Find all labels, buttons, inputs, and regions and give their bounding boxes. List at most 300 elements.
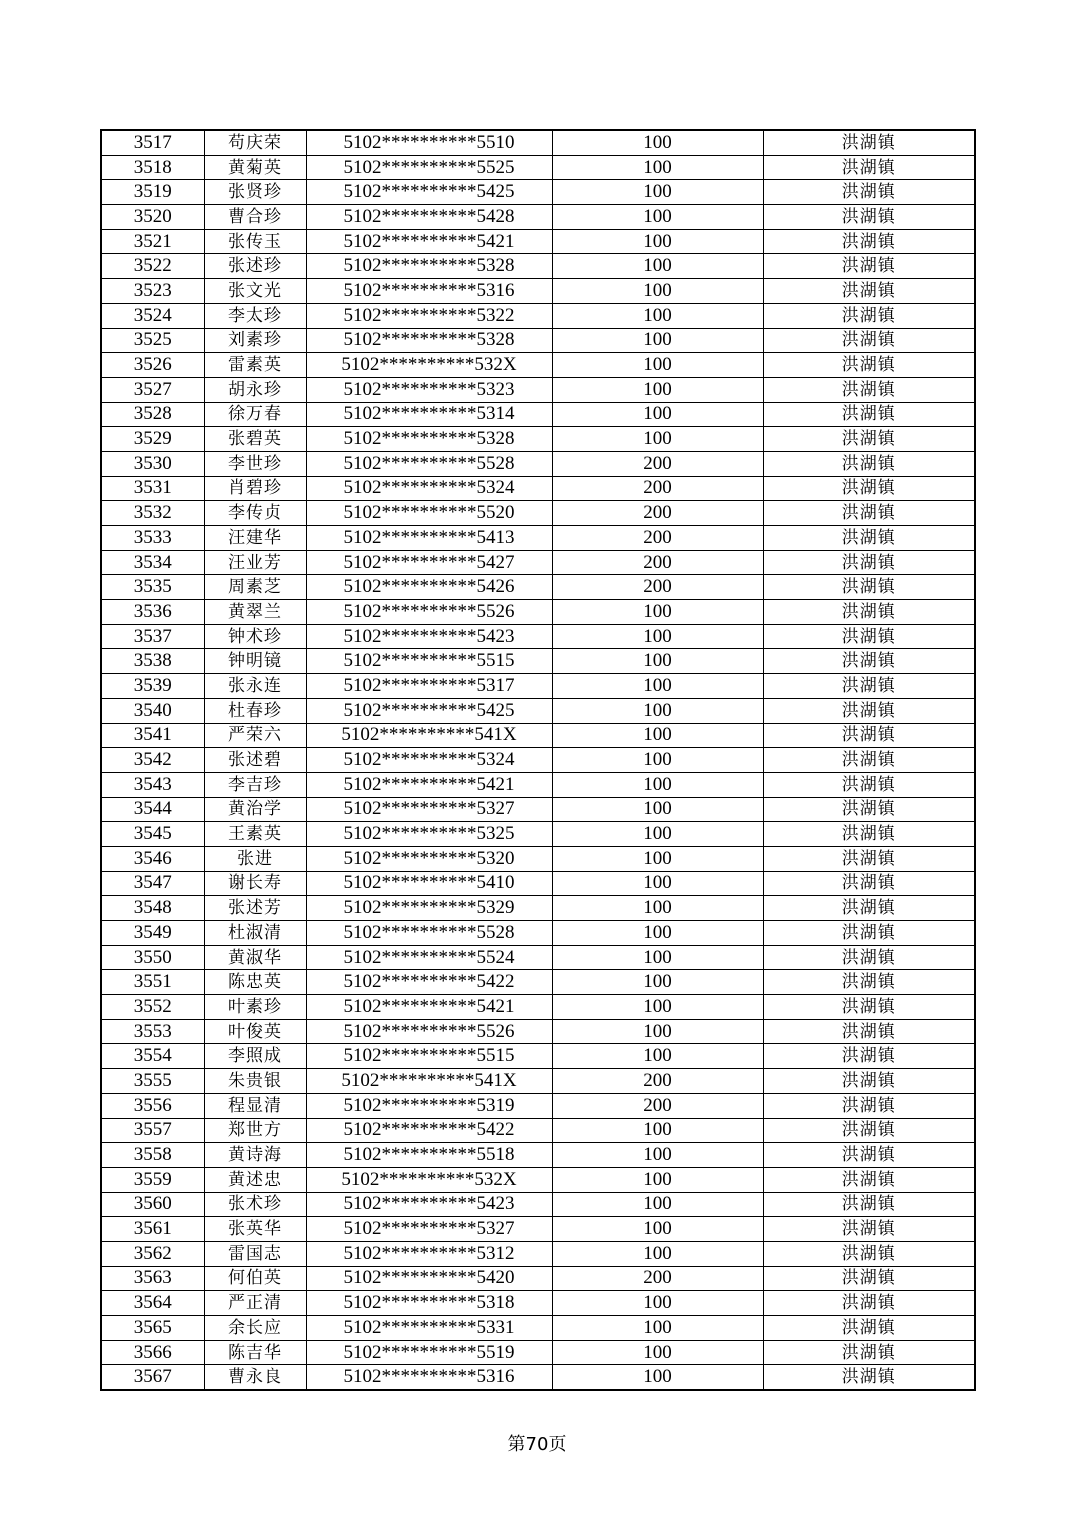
serial-number-cell: 3535 — [101, 575, 204, 600]
table-row — [101, 1143, 975, 1168]
serial-number-cell: 3551 — [101, 970, 204, 995]
table-row — [101, 155, 975, 180]
id-number-cell: 5102**********5526 — [306, 1019, 552, 1044]
town-cell: 洪湖镇 — [763, 1044, 975, 1069]
town-cell: 洪湖镇 — [763, 180, 975, 205]
id-number-cell: 5102**********5422 — [306, 970, 552, 995]
table-row — [101, 871, 975, 896]
id-number-cell: 5102**********5515 — [306, 1044, 552, 1069]
serial-number-cell: 3523 — [101, 279, 204, 304]
table-row — [101, 1118, 975, 1143]
name-cell: 李传贞 — [204, 501, 306, 526]
table-row — [101, 945, 975, 970]
town-cell: 洪湖镇 — [763, 1217, 975, 1242]
amount-cell: 100 — [552, 229, 763, 254]
amount-cell: 100 — [552, 1340, 763, 1365]
id-number-cell: 5102**********541X — [306, 1069, 552, 1094]
name-cell: 张术珍 — [204, 1192, 306, 1217]
town-cell: 洪湖镇 — [763, 846, 975, 871]
id-number-cell: 5102**********5519 — [306, 1340, 552, 1365]
table-row — [101, 921, 975, 946]
table-row — [101, 1365, 975, 1390]
table-row — [101, 476, 975, 501]
town-cell: 洪湖镇 — [763, 1365, 975, 1390]
id-number-cell: 5102**********5520 — [306, 501, 552, 526]
id-number-cell: 5102**********541X — [306, 723, 552, 748]
amount-cell: 200 — [552, 451, 763, 476]
id-number-cell: 5102**********5423 — [306, 1192, 552, 1217]
id-number-cell: 5102**********5518 — [306, 1143, 552, 1168]
table-row — [101, 427, 975, 452]
id-number-cell: 5102**********5528 — [306, 451, 552, 476]
town-cell: 洪湖镇 — [763, 1291, 975, 1316]
table-row — [101, 674, 975, 699]
table-row — [101, 1316, 975, 1341]
town-cell: 洪湖镇 — [763, 649, 975, 674]
amount-cell: 100 — [552, 205, 763, 230]
id-number-cell: 5102**********532X — [306, 1167, 552, 1192]
town-cell: 洪湖镇 — [763, 797, 975, 822]
table-row — [101, 451, 975, 476]
serial-number-cell: 3556 — [101, 1093, 204, 1118]
amount-cell: 100 — [552, 1019, 763, 1044]
name-cell: 李照成 — [204, 1044, 306, 1069]
serial-number-cell: 3541 — [101, 723, 204, 748]
serial-number-cell: 3540 — [101, 698, 204, 723]
table-row — [101, 1291, 975, 1316]
serial-number-cell: 3518 — [101, 155, 204, 180]
name-cell: 张述珍 — [204, 254, 306, 279]
table-row — [101, 1192, 975, 1217]
record-table-body — [101, 130, 975, 1390]
table-row — [101, 797, 975, 822]
table-row — [101, 328, 975, 353]
id-number-cell: 5102**********5318 — [306, 1291, 552, 1316]
name-cell: 郑世方 — [204, 1118, 306, 1143]
id-number-cell: 5102**********5426 — [306, 575, 552, 600]
serial-number-cell: 3531 — [101, 476, 204, 501]
serial-number-cell: 3561 — [101, 1217, 204, 1242]
town-cell: 洪湖镇 — [763, 1316, 975, 1341]
town-cell: 洪湖镇 — [763, 303, 975, 328]
table-row — [101, 353, 975, 378]
amount-cell: 100 — [552, 1192, 763, 1217]
id-number-cell: 5102**********5422 — [306, 1118, 552, 1143]
amount-cell: 100 — [552, 155, 763, 180]
id-number-cell: 5102**********5328 — [306, 427, 552, 452]
serial-number-cell: 3522 — [101, 254, 204, 279]
serial-number-cell: 3566 — [101, 1340, 204, 1365]
table-row — [101, 822, 975, 847]
amount-cell: 100 — [552, 822, 763, 847]
id-number-cell: 5102**********5323 — [306, 377, 552, 402]
name-cell: 胡永珍 — [204, 377, 306, 402]
amount-cell: 100 — [552, 846, 763, 871]
name-cell: 雷国志 — [204, 1241, 306, 1266]
town-cell: 洪湖镇 — [763, 205, 975, 230]
name-cell: 叶俊英 — [204, 1019, 306, 1044]
serial-number-cell: 3527 — [101, 377, 204, 402]
name-cell: 余长应 — [204, 1316, 306, 1341]
town-cell: 洪湖镇 — [763, 1241, 975, 1266]
town-cell: 洪湖镇 — [763, 130, 975, 155]
serial-number-cell: 3525 — [101, 328, 204, 353]
amount-cell: 100 — [552, 698, 763, 723]
name-cell: 张传玉 — [204, 229, 306, 254]
town-cell: 洪湖镇 — [763, 600, 975, 625]
town-cell: 洪湖镇 — [763, 1167, 975, 1192]
town-cell: 洪湖镇 — [763, 1192, 975, 1217]
town-cell: 洪湖镇 — [763, 427, 975, 452]
name-cell: 严正清 — [204, 1291, 306, 1316]
town-cell: 洪湖镇 — [763, 1069, 975, 1094]
name-cell: 何伯英 — [204, 1266, 306, 1291]
id-number-cell: 5102**********5421 — [306, 772, 552, 797]
amount-cell: 100 — [552, 871, 763, 896]
serial-number-cell: 3567 — [101, 1365, 204, 1390]
id-number-cell: 5102**********5327 — [306, 797, 552, 822]
serial-number-cell: 3544 — [101, 797, 204, 822]
name-cell: 肖碧珍 — [204, 476, 306, 501]
serial-number-cell: 3543 — [101, 772, 204, 797]
serial-number-cell: 3526 — [101, 353, 204, 378]
id-number-cell: 5102**********5331 — [306, 1316, 552, 1341]
serial-number-cell: 3534 — [101, 550, 204, 575]
serial-number-cell: 3528 — [101, 402, 204, 427]
serial-number-cell: 3547 — [101, 871, 204, 896]
amount-cell: 100 — [552, 748, 763, 773]
town-cell: 洪湖镇 — [763, 624, 975, 649]
name-cell: 周素芝 — [204, 575, 306, 600]
name-cell: 黄治学 — [204, 797, 306, 822]
table-row — [101, 377, 975, 402]
table-row — [101, 748, 975, 773]
table-row — [101, 130, 975, 155]
amount-cell: 100 — [552, 723, 763, 748]
amount-cell: 200 — [552, 1093, 763, 1118]
table-row — [101, 1093, 975, 1118]
town-cell: 洪湖镇 — [763, 550, 975, 575]
town-cell: 洪湖镇 — [763, 945, 975, 970]
id-number-cell: 5102**********5320 — [306, 846, 552, 871]
town-cell: 洪湖镇 — [763, 723, 975, 748]
amount-cell: 100 — [552, 1365, 763, 1390]
serial-number-cell: 3557 — [101, 1118, 204, 1143]
id-number-cell: 5102**********5312 — [306, 1241, 552, 1266]
amount-cell: 100 — [552, 995, 763, 1020]
table-row — [101, 624, 975, 649]
serial-number-cell: 3529 — [101, 427, 204, 452]
amount-cell: 200 — [552, 1069, 763, 1094]
name-cell: 曹合珍 — [204, 205, 306, 230]
id-number-cell: 5102**********5525 — [306, 155, 552, 180]
amount-cell: 100 — [552, 1044, 763, 1069]
serial-number-cell: 3530 — [101, 451, 204, 476]
serial-number-cell: 3548 — [101, 896, 204, 921]
serial-number-cell: 3555 — [101, 1069, 204, 1094]
table-row — [101, 772, 975, 797]
town-cell: 洪湖镇 — [763, 1093, 975, 1118]
serial-number-cell: 3521 — [101, 229, 204, 254]
id-number-cell: 5102**********5425 — [306, 698, 552, 723]
serial-number-cell: 3554 — [101, 1044, 204, 1069]
serial-number-cell: 3536 — [101, 600, 204, 625]
amount-cell: 100 — [552, 180, 763, 205]
town-cell: 洪湖镇 — [763, 995, 975, 1020]
serial-number-cell: 3538 — [101, 649, 204, 674]
serial-number-cell: 3532 — [101, 501, 204, 526]
table-row — [101, 1266, 975, 1291]
id-number-cell: 5102**********5317 — [306, 674, 552, 699]
amount-cell: 100 — [552, 328, 763, 353]
serial-number-cell: 3520 — [101, 205, 204, 230]
amount-cell: 100 — [552, 1316, 763, 1341]
serial-number-cell: 3524 — [101, 303, 204, 328]
amount-cell: 100 — [552, 353, 763, 378]
name-cell: 张述碧 — [204, 748, 306, 773]
town-cell: 洪湖镇 — [763, 402, 975, 427]
table-row — [101, 600, 975, 625]
table-row — [101, 303, 975, 328]
id-number-cell: 5102**********5524 — [306, 945, 552, 970]
id-number-cell: 5102**********5324 — [306, 476, 552, 501]
table-row — [101, 995, 975, 1020]
amount-cell: 100 — [552, 649, 763, 674]
id-number-cell: 5102**********5316 — [306, 279, 552, 304]
name-cell: 钟术珍 — [204, 624, 306, 649]
name-cell: 陈忠英 — [204, 970, 306, 995]
serial-number-cell: 3563 — [101, 1266, 204, 1291]
table-row — [101, 180, 975, 205]
name-cell: 曹永良 — [204, 1365, 306, 1390]
name-cell: 谢长寿 — [204, 871, 306, 896]
town-cell: 洪湖镇 — [763, 575, 975, 600]
serial-number-cell: 3539 — [101, 674, 204, 699]
table-row — [101, 254, 975, 279]
amount-cell: 200 — [552, 1266, 763, 1291]
id-number-cell: 5102**********5421 — [306, 995, 552, 1020]
serial-number-cell: 3549 — [101, 921, 204, 946]
table-row — [101, 970, 975, 995]
serial-number-cell: 3564 — [101, 1291, 204, 1316]
id-number-cell: 5102**********5319 — [306, 1093, 552, 1118]
id-number-cell: 5102**********5515 — [306, 649, 552, 674]
amount-cell: 100 — [552, 254, 763, 279]
town-cell: 洪湖镇 — [763, 1019, 975, 1044]
name-cell: 张进 — [204, 846, 306, 871]
town-cell: 洪湖镇 — [763, 377, 975, 402]
amount-cell: 200 — [552, 575, 763, 600]
name-cell: 杜春珍 — [204, 698, 306, 723]
id-number-cell: 5102**********5510 — [306, 130, 552, 155]
table-row — [101, 526, 975, 551]
table-row — [101, 1019, 975, 1044]
table-row — [101, 279, 975, 304]
town-cell: 洪湖镇 — [763, 501, 975, 526]
serial-number-cell: 3559 — [101, 1167, 204, 1192]
town-cell: 洪湖镇 — [763, 279, 975, 304]
name-cell: 钟明镜 — [204, 649, 306, 674]
name-cell: 朱贵银 — [204, 1069, 306, 1094]
serial-number-cell: 3550 — [101, 945, 204, 970]
table-row — [101, 501, 975, 526]
amount-cell: 100 — [552, 427, 763, 452]
town-cell: 洪湖镇 — [763, 1340, 975, 1365]
id-number-cell: 5102**********5421 — [306, 229, 552, 254]
amount-cell: 100 — [552, 303, 763, 328]
table-row — [101, 550, 975, 575]
id-number-cell: 5102**********5327 — [306, 1217, 552, 1242]
town-cell: 洪湖镇 — [763, 1143, 975, 1168]
amount-cell: 100 — [552, 1241, 763, 1266]
town-cell: 洪湖镇 — [763, 674, 975, 699]
serial-number-cell: 3546 — [101, 846, 204, 871]
amount-cell: 100 — [552, 970, 763, 995]
amount-cell: 100 — [552, 674, 763, 699]
amount-cell: 100 — [552, 945, 763, 970]
id-number-cell: 5102**********5427 — [306, 550, 552, 575]
name-cell: 汪业芳 — [204, 550, 306, 575]
id-number-cell: 5102**********5425 — [306, 180, 552, 205]
name-cell: 黄菊英 — [204, 155, 306, 180]
id-number-cell: 5102**********5325 — [306, 822, 552, 847]
table-row — [101, 1069, 975, 1094]
serial-number-cell: 3562 — [101, 1241, 204, 1266]
table-row — [101, 1167, 975, 1192]
town-cell: 洪湖镇 — [763, 698, 975, 723]
id-number-cell: 5102**********5328 — [306, 254, 552, 279]
town-cell: 洪湖镇 — [763, 896, 975, 921]
name-cell: 严荣六 — [204, 723, 306, 748]
id-number-cell: 5102**********5410 — [306, 871, 552, 896]
id-number-cell: 5102**********5324 — [306, 748, 552, 773]
town-cell: 洪湖镇 — [763, 1266, 975, 1291]
amount-cell: 100 — [552, 1167, 763, 1192]
town-cell: 洪湖镇 — [763, 328, 975, 353]
name-cell: 王素英 — [204, 822, 306, 847]
amount-cell: 100 — [552, 402, 763, 427]
id-number-cell: 5102**********532X — [306, 353, 552, 378]
serial-number-cell: 3560 — [101, 1192, 204, 1217]
name-cell: 张英华 — [204, 1217, 306, 1242]
serial-number-cell: 3545 — [101, 822, 204, 847]
id-number-cell: 5102**********5329 — [306, 896, 552, 921]
name-cell: 程显清 — [204, 1093, 306, 1118]
id-number-cell: 5102**********5528 — [306, 921, 552, 946]
name-cell: 陈吉华 — [204, 1340, 306, 1365]
amount-cell: 100 — [552, 377, 763, 402]
table-row — [101, 1241, 975, 1266]
table-row — [101, 649, 975, 674]
table-row — [101, 229, 975, 254]
name-cell: 张永连 — [204, 674, 306, 699]
table-row — [101, 896, 975, 921]
town-cell: 洪湖镇 — [763, 229, 975, 254]
amount-cell: 100 — [552, 130, 763, 155]
record-table — [100, 129, 976, 1391]
town-cell: 洪湖镇 — [763, 155, 975, 180]
town-cell: 洪湖镇 — [763, 921, 975, 946]
town-cell: 洪湖镇 — [763, 822, 975, 847]
table-row — [101, 402, 975, 427]
name-cell: 黄诗海 — [204, 1143, 306, 1168]
name-cell: 黄述忠 — [204, 1167, 306, 1192]
id-number-cell: 5102**********5428 — [306, 205, 552, 230]
town-cell: 洪湖镇 — [763, 254, 975, 279]
serial-number-cell: 3553 — [101, 1019, 204, 1044]
name-cell: 张文光 — [204, 279, 306, 304]
amount-cell: 100 — [552, 797, 763, 822]
id-number-cell: 5102**********5322 — [306, 303, 552, 328]
id-number-cell: 5102**********5328 — [306, 328, 552, 353]
amount-cell: 100 — [552, 1118, 763, 1143]
table-row — [101, 205, 975, 230]
name-cell: 李吉珍 — [204, 772, 306, 797]
town-cell: 洪湖镇 — [763, 772, 975, 797]
amount-cell: 100 — [552, 921, 763, 946]
amount-cell: 200 — [552, 501, 763, 526]
amount-cell: 200 — [552, 476, 763, 501]
serial-number-cell: 3552 — [101, 995, 204, 1020]
name-cell: 雷素英 — [204, 353, 306, 378]
town-cell: 洪湖镇 — [763, 970, 975, 995]
serial-number-cell: 3517 — [101, 130, 204, 155]
amount-cell: 100 — [552, 600, 763, 625]
amount-cell: 100 — [552, 1291, 763, 1316]
id-number-cell: 5102**********5413 — [306, 526, 552, 551]
name-cell: 黄翠兰 — [204, 600, 306, 625]
serial-number-cell: 3558 — [101, 1143, 204, 1168]
amount-cell: 100 — [552, 624, 763, 649]
table-row — [101, 1340, 975, 1365]
name-cell: 杜淑清 — [204, 921, 306, 946]
town-cell: 洪湖镇 — [763, 1118, 975, 1143]
serial-number-cell: 3542 — [101, 748, 204, 773]
page-number: 第70页 — [507, 1434, 567, 1455]
name-cell: 苟庆荣 — [204, 130, 306, 155]
id-number-cell: 5102**********5420 — [306, 1266, 552, 1291]
name-cell: 徐万春 — [204, 402, 306, 427]
amount-cell: 100 — [552, 1143, 763, 1168]
id-number-cell: 5102**********5526 — [306, 600, 552, 625]
name-cell: 李世珍 — [204, 451, 306, 476]
town-cell: 洪湖镇 — [763, 748, 975, 773]
table-row — [101, 846, 975, 871]
amount-cell: 100 — [552, 1217, 763, 1242]
town-cell: 洪湖镇 — [763, 451, 975, 476]
town-cell: 洪湖镇 — [763, 476, 975, 501]
town-cell: 洪湖镇 — [763, 871, 975, 896]
table-row — [101, 723, 975, 748]
name-cell: 张述芳 — [204, 896, 306, 921]
name-cell: 刘素珍 — [204, 328, 306, 353]
name-cell: 张贤珍 — [204, 180, 306, 205]
serial-number-cell: 3533 — [101, 526, 204, 551]
table-row — [101, 1044, 975, 1069]
serial-number-cell: 3565 — [101, 1316, 204, 1341]
town-cell: 洪湖镇 — [763, 526, 975, 551]
amount-cell: 100 — [552, 772, 763, 797]
name-cell: 汪建华 — [204, 526, 306, 551]
name-cell: 叶素珍 — [204, 995, 306, 1020]
id-number-cell: 5102**********5314 — [306, 402, 552, 427]
table-row — [101, 698, 975, 723]
amount-cell: 200 — [552, 550, 763, 575]
amount-cell: 100 — [552, 279, 763, 304]
name-cell: 张碧英 — [204, 427, 306, 452]
table-row — [101, 1217, 975, 1242]
amount-cell: 100 — [552, 896, 763, 921]
